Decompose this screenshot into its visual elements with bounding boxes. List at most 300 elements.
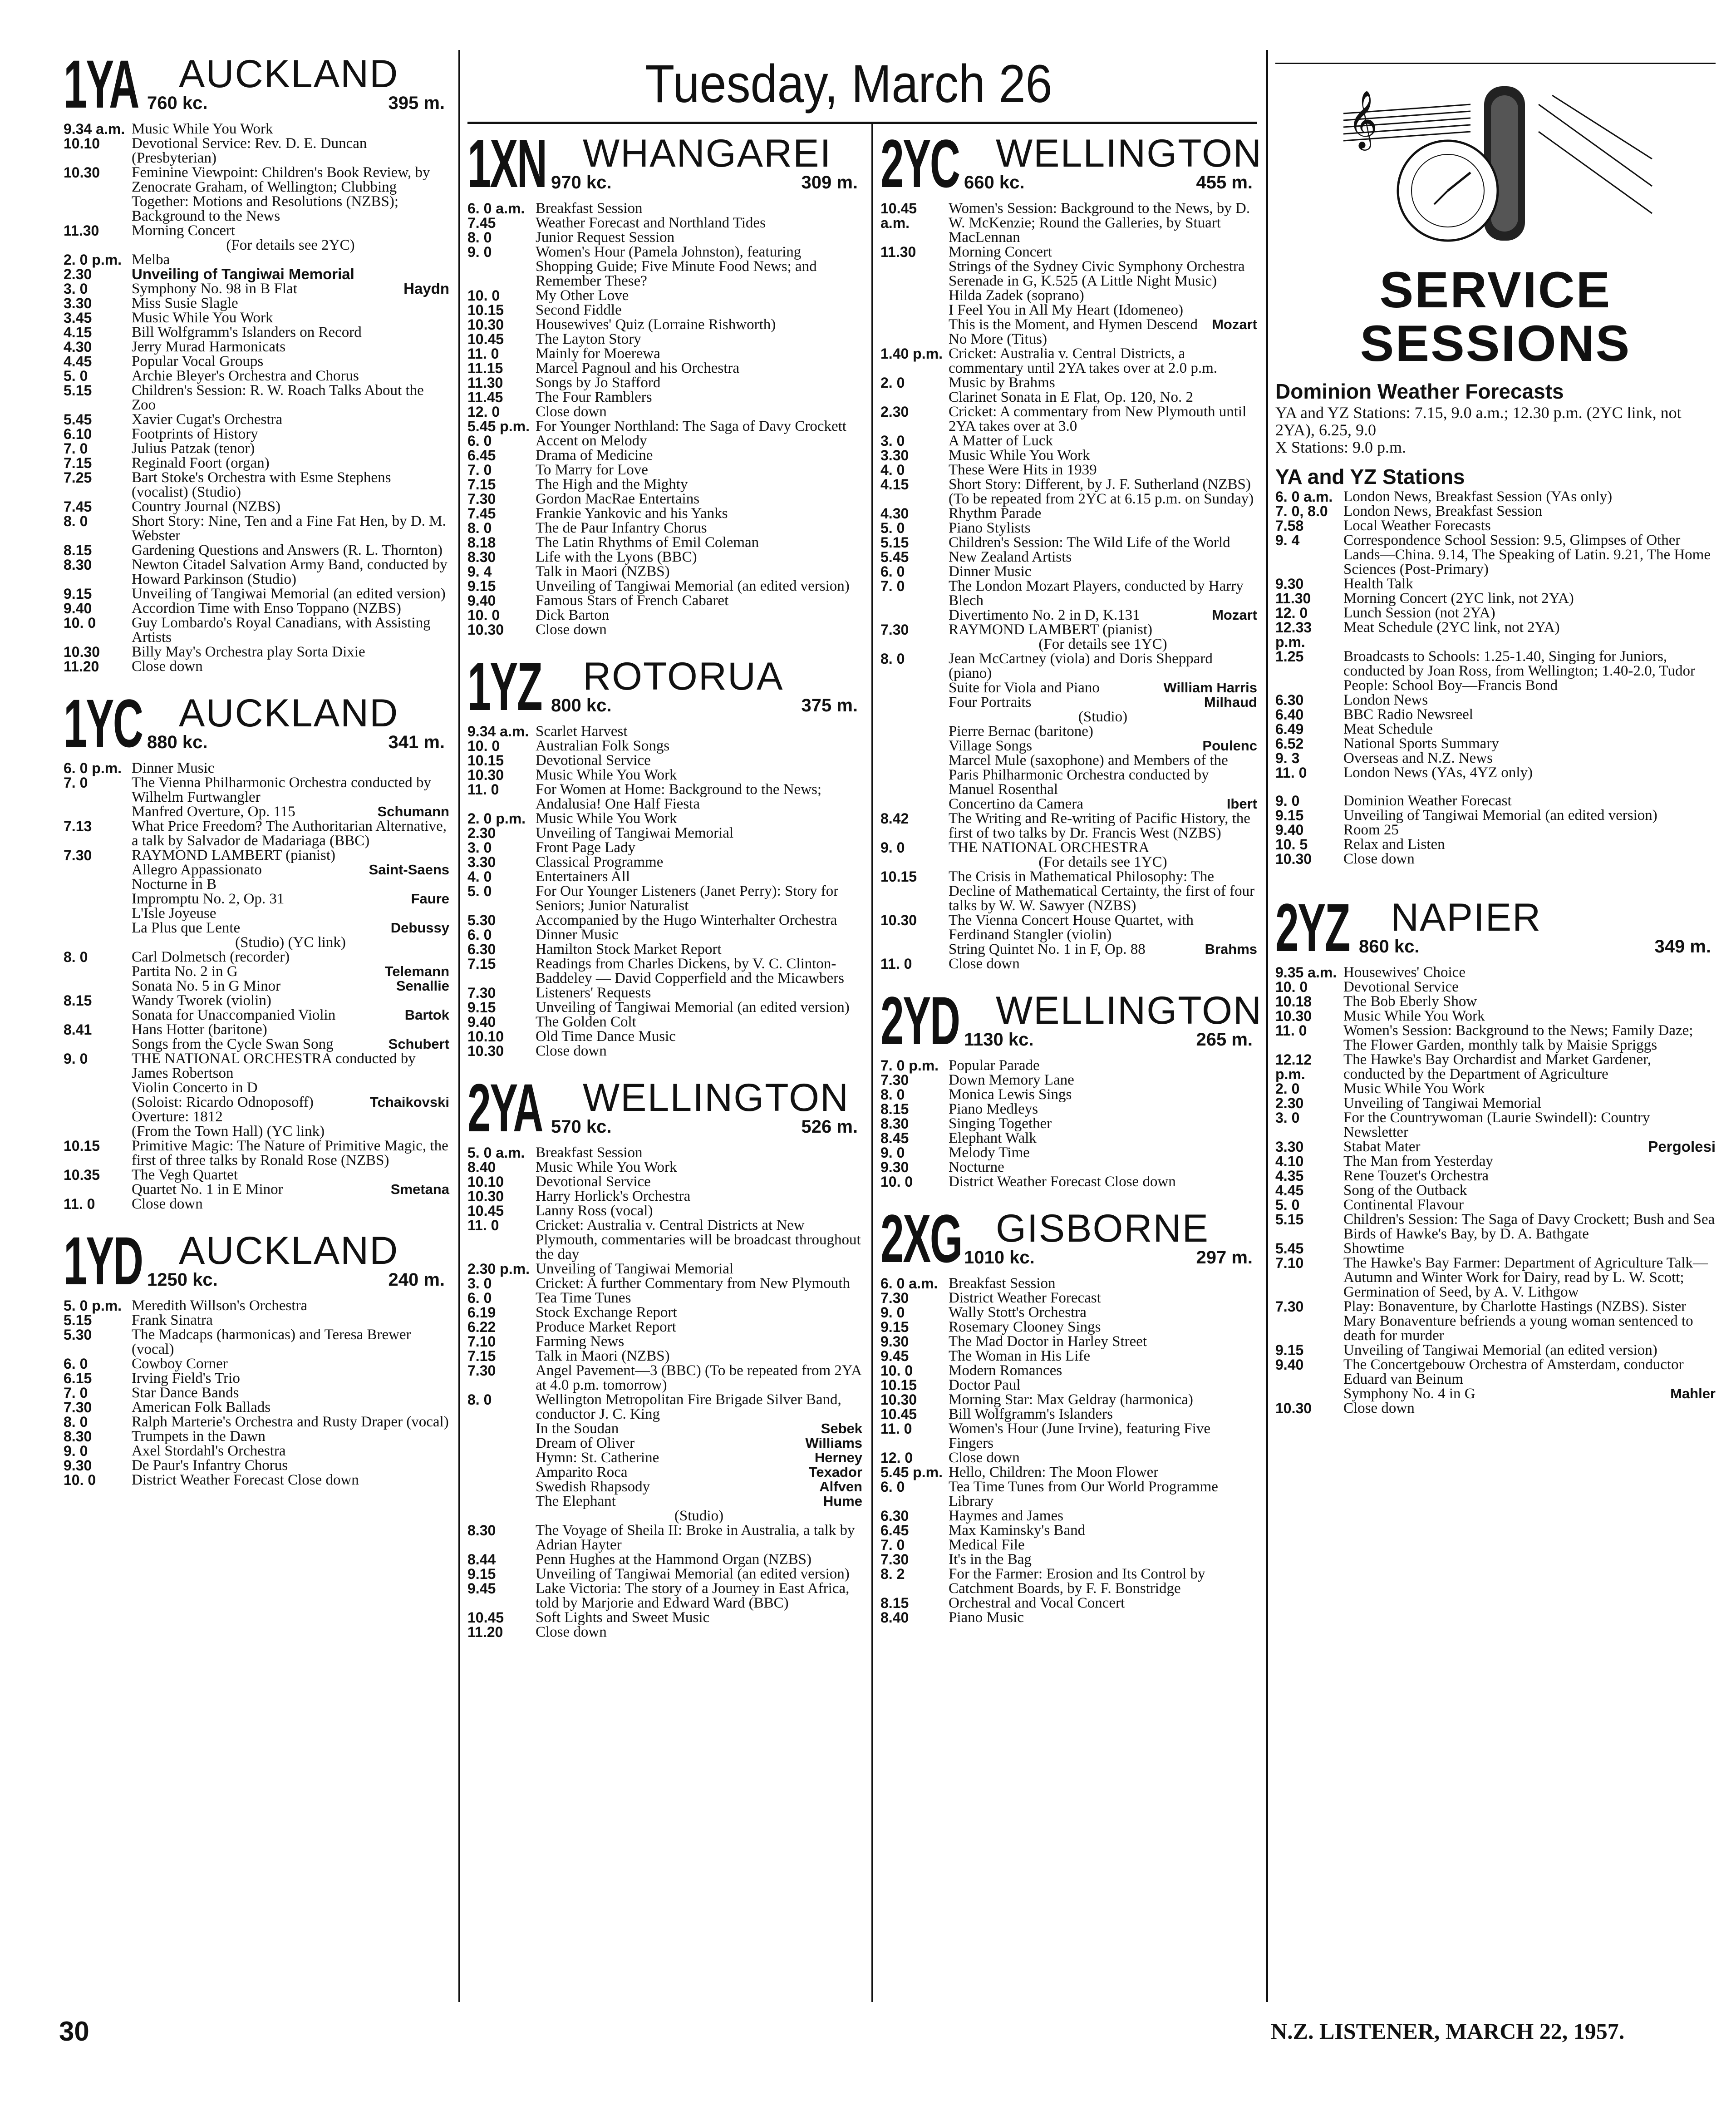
programme-time: 10.30: [467, 767, 504, 783]
programme-title: Irving Field's Trio: [132, 1370, 240, 1386]
column-4: [1275, 889, 1716, 1416]
programme-time: 10. 0: [880, 1362, 913, 1379]
programme-time: 4.45: [1275, 1182, 1304, 1199]
programme-title: Close down: [132, 658, 203, 675]
programme-title: District Weather Forecast Close down: [949, 1174, 1176, 1190]
programme-title: Accordion Time with Enso Toppano (NZBS): [132, 600, 401, 617]
programme-item: [64, 122, 449, 136]
programme-item: [467, 1552, 862, 1567]
programme-time: 11. 0: [467, 1217, 499, 1233]
programme-item: [467, 593, 862, 608]
work-title: Divertimento No. 2 in D, K.131: [949, 607, 1140, 623]
programme-item: [880, 651, 1257, 681]
programme-time: 8.45: [880, 1130, 909, 1146]
programme-title: Cricket: A commentary from New Plymouth until 2YA takes over at 3.0: [949, 404, 1247, 434]
programme-title: For the Farmer: Erosion and Its Control by Catchment Boards, by F. F. Bonstridge: [949, 1566, 1205, 1597]
programme-title: Readings from Charles Dickens, by V. C. Clinton-Baddeley — David Copperfield and the Micawbers: [536, 956, 844, 986]
programme-title: Lanny Ross (vocal): [536, 1203, 653, 1219]
programme-time: 6. 0 a.m.: [467, 200, 525, 217]
programme-title: The Woman in His Life: [949, 1348, 1091, 1364]
station-call-sign: 1YD: [64, 1223, 143, 1299]
programme-title: Farming News: [536, 1333, 625, 1350]
programme-time: 10.15: [467, 302, 504, 318]
station-block: [64, 685, 449, 1212]
programme-title: RAYMOND LAMBERT (pianist): [949, 621, 1153, 638]
station-call-sign: 1YA: [64, 46, 138, 122]
programme-item: [64, 1139, 449, 1168]
programme-item: [467, 1625, 862, 1639]
station-wavelength: 375 m.: [801, 695, 858, 715]
programme-list: [467, 201, 862, 637]
programme-item: [467, 303, 862, 317]
programme-time: 8. 0: [64, 513, 88, 529]
programme-time: 10. 0: [467, 738, 500, 754]
programme-time: 6.30: [467, 941, 496, 957]
work-title: Quartet No. 1 in E Minor: [132, 1181, 283, 1198]
programme-time: 4.10: [1275, 1153, 1304, 1169]
programme-item: [880, 1421, 1257, 1450]
programme-item: [64, 325, 449, 340]
programme-title: Carl Dolmetsch (recorder): [132, 949, 290, 965]
programme-time: 7.25: [64, 469, 92, 486]
programme-item: [467, 448, 862, 463]
programme-time: 9.40: [467, 592, 496, 609]
programme-detail: [880, 259, 1257, 274]
programme-item: [467, 608, 862, 622]
column-rule: [871, 123, 873, 2002]
programme-title: Country Journal (NZBS): [132, 498, 281, 515]
programme-time: 3.30: [880, 447, 909, 464]
programme-item: [467, 884, 862, 913]
programme-item: [64, 950, 449, 964]
programme-title: Close down: [132, 1196, 203, 1212]
programme-item: [880, 1363, 1257, 1378]
programme-item: [467, 1218, 862, 1262]
programme-title: Meat Schedule (2YC link, not 2YA): [1343, 619, 1560, 636]
programme-item: [1275, 736, 1716, 751]
programme-title: De Paur's Infantry Chorus: [132, 1457, 288, 1474]
programme-item: [467, 434, 862, 448]
programme-title: Room 25: [1343, 822, 1399, 838]
programme-item: [64, 645, 449, 659]
programme-list: [880, 1276, 1257, 1625]
programme-item: [467, 1000, 862, 1015]
programme-title: Close down: [949, 1450, 1020, 1466]
programme-time: 7.45: [467, 505, 496, 522]
programme-title: Women's Session: Background to the News; Family Daze; The Flower Garden, monthly talk by Maisie Spriggs: [1343, 1022, 1693, 1053]
programme-title: Haymes and James: [949, 1508, 1063, 1524]
programme-item: [467, 753, 862, 768]
programme-list: [467, 1145, 862, 1639]
programme-detail: [1275, 1386, 1716, 1401]
programme-time: 6.10: [64, 426, 92, 442]
programme-title: Wellington Metropolitan Fire Brigade Silver Band, conductor J. C. King: [536, 1391, 841, 1422]
station-block: [880, 982, 1263, 1190]
work-title: Amparito Roca: [536, 1464, 628, 1480]
work-title: Serenade in G, K.525 (A Little Night Music): [949, 273, 1217, 289]
programme-title: Second Fiddle: [536, 302, 622, 318]
programme-detail: [880, 724, 1257, 739]
programme-time: 9. 0: [64, 1443, 88, 1459]
programme-title: What Price Freedom? The Authoritarian Alternative, a talk by Salvador de Madariaga (BBC): [132, 818, 447, 849]
programme-item: [1275, 577, 1716, 591]
programme-title: Stabat Mater: [1343, 1139, 1421, 1155]
programme-time: 11.45: [467, 389, 503, 405]
programme-time: 8.40: [467, 1159, 496, 1175]
station-city: AUCKLAND: [179, 52, 399, 96]
programme-item: [64, 1313, 449, 1327]
programme-item: [880, 1349, 1257, 1363]
programme-item: [467, 739, 862, 753]
service-list: [1275, 489, 1716, 780]
programme-title: Close down: [536, 621, 607, 638]
programme-title: Devotional Service: [536, 1174, 651, 1190]
programme-time: 9. 4: [1275, 532, 1300, 548]
programme-item: [467, 855, 862, 869]
programme-time: 7. 0 p.m.: [880, 1057, 939, 1074]
programme-title: Morning Concert (2YC link, not 2YA): [1343, 590, 1574, 607]
programme-title: Feminine Viewpoint: Children's Book Review, by Zenocrate Graham, of Wellington; Clubbing Together: Motions and Resolutions (NZBS); Background to the News: [132, 164, 430, 224]
programme-item: [1275, 1256, 1716, 1299]
programme-time: 9.15: [467, 999, 496, 1016]
programme-item: [467, 404, 862, 419]
programme-title: Children's Session: The Wild Life of the World: [949, 534, 1230, 551]
programme-title: Children's Session: The Saga of Davy Crockett; Bush and Sea Birds of Hawke's Bay, by D. A. Bathgate: [1343, 1211, 1715, 1242]
programme-time: 10.15: [880, 1377, 917, 1393]
programme-title: Music by Brahms: [949, 375, 1055, 391]
programme-time: 7. 0: [64, 1385, 88, 1401]
programme-item: [64, 165, 449, 223]
programme-detail: [64, 964, 449, 979]
programme-time: 6.15: [64, 1370, 92, 1386]
programme-item: [467, 535, 862, 550]
programme-item: [880, 463, 1257, 477]
programme-title: Relax and Listen: [1343, 836, 1445, 853]
station-wavelength: 309 m.: [801, 173, 858, 192]
programme-item: [880, 1073, 1257, 1087]
programme-item: [1275, 620, 1716, 649]
programme-title: My Other Love: [536, 287, 629, 304]
programme-item: [64, 601, 449, 616]
programme-time: 10. 5: [1275, 836, 1308, 853]
programme-time: 10. 0: [880, 1174, 913, 1190]
programme-time: 10.30: [1275, 1008, 1312, 1024]
programme-time: 10.15: [64, 1138, 100, 1154]
station-block: [467, 1070, 862, 1640]
programme-title: Listeners' Requests: [536, 985, 651, 1001]
programme-item: [64, 456, 449, 470]
programme-item: [64, 354, 449, 369]
programme-item: [1275, 1198, 1716, 1212]
programme-detail: [880, 753, 1257, 797]
station-header: [467, 125, 862, 202]
programme-title: Bill Wolfgramm's Islanders: [949, 1406, 1113, 1422]
programme-item: [880, 1116, 1257, 1131]
programme-time: 11. 0: [880, 1420, 912, 1437]
programme-time: 7.45: [64, 498, 92, 515]
programme-title: Star Dance Bands: [132, 1385, 239, 1401]
programme-title: The Vienna Philharmonic Orchestra conducted by Wilhelm Furtwangler: [132, 774, 431, 805]
programme-item: [880, 1131, 1257, 1145]
programme-time: 9. 4: [467, 563, 492, 580]
programme-time: 7.58: [1275, 518, 1304, 534]
programme-item: [880, 1334, 1257, 1349]
programme-time: 10.30: [880, 912, 917, 928]
programme-time: 8.15: [880, 1101, 909, 1117]
programme-title: Short Story: Nine, Ten and a Fine Fat Hen, by D. M. Webster: [132, 513, 446, 544]
programme-time: 8.30: [467, 549, 496, 565]
programme-time: 9.15: [880, 1319, 909, 1335]
programme-title: Unveiling of Tangiwai Memorial (an edited version): [1343, 1342, 1657, 1358]
work-title: Village Songs: [949, 738, 1033, 754]
programme-item: [467, 1015, 862, 1029]
programme-item: [880, 1538, 1257, 1552]
programme-time: 3. 0: [467, 839, 492, 856]
programme-item: [64, 499, 449, 514]
programme-item: [880, 840, 1257, 855]
programme-time: 2. 0 p.m.: [467, 810, 526, 827]
programme-item: [467, 245, 862, 288]
programme-item: [467, 1581, 862, 1610]
programme-time: 8.30: [64, 1428, 92, 1445]
service-title: SERVICE: [1379, 261, 1612, 318]
microphone-illustration: [1334, 77, 1661, 259]
programme-item: [64, 267, 449, 281]
programme-time: 12. 0: [880, 1450, 913, 1466]
programme-title: The Concertgebouw Orchestra of Amsterdam, conductor Eduard van Beinum: [1343, 1356, 1684, 1387]
programme-time: 5.30: [64, 1327, 92, 1343]
programme-time: 6.49: [1275, 721, 1304, 737]
programme-time: 10.30: [1275, 1400, 1312, 1416]
station-frequency: 1130 kc.: [964, 1030, 1034, 1050]
programme-detail: [880, 739, 1257, 753]
programme-title: Frankie Yankovic and his Yanks: [536, 505, 728, 522]
programme-time: 6. 0: [880, 563, 905, 580]
programme-item: [880, 1567, 1257, 1596]
programme-item: [467, 1610, 862, 1625]
programme-time: 12.12 p.m.: [1275, 1051, 1312, 1082]
work-title: Suite for Viola and Piano: [949, 680, 1100, 696]
programme-item: [467, 477, 862, 492]
programme-title: Lunch Session (not 2YA): [1343, 605, 1495, 621]
programme-title: The Bob Eberly Show: [1343, 993, 1477, 1010]
programme-title: Primitive Magic: The Nature of Primitive Magic, the first of three talks by Ronald Rose (NZBS): [132, 1138, 448, 1169]
station-wavelength: 341 m.: [388, 732, 445, 752]
composer: Saint-Saens: [369, 862, 449, 878]
composer: Haydn: [403, 280, 449, 297]
programme-title: Wally Stott's Orchestra: [949, 1304, 1087, 1321]
programme-item: [64, 587, 449, 601]
programme-item: [1275, 591, 1716, 606]
programme-title: Music While You Work: [536, 810, 677, 827]
composer: Hume: [823, 1493, 862, 1509]
programme-item: [64, 136, 449, 165]
programme-title: Cricket: Australia v. Central Districts, a commentary until 2YA takes over at 2.0 p.m.: [949, 345, 1218, 376]
station-city: NAPIER: [1391, 896, 1542, 939]
service-sessions: [1275, 68, 1716, 1431]
programme-title: Miss Susie Slagle: [132, 295, 238, 311]
programme-time: 9. 0: [880, 1144, 905, 1161]
programme-item: [1275, 1299, 1716, 1343]
programme-time: 10.45 a.m.: [880, 200, 917, 231]
programme-title: Gordon MacRae Entertains: [536, 491, 700, 507]
programme-item: [467, 724, 862, 739]
programme-item: [1275, 1154, 1716, 1169]
programme-item: [880, 245, 1257, 259]
programme-title: Women's Session: Background to the News, by D. W. McKenzie; Round the Galleries, by Stuart MacLennan: [949, 200, 1250, 246]
programme-item: [467, 550, 862, 564]
programme-title: Unveiling of Tangiwai Memorial (an edited version): [1343, 807, 1657, 824]
programme-detail: [880, 695, 1257, 710]
programme-title: London News (YAs, 4YZ only): [1343, 764, 1533, 781]
programme-title: Melba: [132, 252, 170, 268]
forecast-times: YA and YZ Stations: 7.15, 9.0 a.m.; 12.30 p.m. (2YC link, not 2YA), 6.25, 9.0: [1275, 404, 1682, 439]
programme-item: [880, 1465, 1257, 1480]
programme-title: Doctor Paul: [949, 1377, 1021, 1393]
composer: Bartok: [404, 1007, 449, 1023]
work-title: Marcel Mule (saxophone) and Members of the Paris Philharmonic Orchestra conducted by Manuel Rosenthal: [949, 752, 1228, 798]
programme-time: 7. 0, 8.0: [1275, 503, 1328, 519]
programme-title: Penn Hughes at the Hammond Organ (NZBS): [536, 1551, 811, 1568]
programme-title: Close down: [1343, 1400, 1415, 1416]
programme-title: Women's Hour (Pamela Johnston), featuring Shopping Guide; Five Minute Food News; and Remember These?: [536, 244, 817, 289]
forecast-times: X Stations: 9.0 p.m.: [1275, 438, 1407, 456]
programme-time: 6. 0: [880, 1479, 905, 1495]
station-frequency: 1250 kc.: [147, 1270, 218, 1290]
programme-title: Popular Vocal Groups: [132, 353, 264, 370]
programme-time: 9.34 a.m.: [467, 723, 529, 740]
programme-time: 9.30: [880, 1333, 909, 1350]
programme-time: 4.30: [64, 339, 92, 355]
programme-item: [467, 869, 862, 884]
programme-item: [1275, 852, 1716, 866]
programme-detail: [880, 681, 1257, 695]
programme-time: 9.15: [1275, 1342, 1304, 1358]
programme-item: [467, 1363, 862, 1392]
programme-title: Unveiling of Tangiwai Memorial: [132, 266, 354, 282]
programme-item: [64, 340, 449, 354]
composer: Poulenc: [1202, 738, 1257, 754]
programme-time: 8.40: [880, 1609, 909, 1626]
programme-time: 10.18: [1275, 993, 1312, 1010]
programme-title: Nocturne: [949, 1159, 1004, 1175]
programme-title: THE NATIONAL ORCHESTRA: [949, 839, 1150, 856]
programme-title: Xavier Cugat's Orchestra: [132, 411, 283, 428]
work-title: Hilda Zadek (soprano): [949, 287, 1084, 304]
programme-title: Popular Parade: [949, 1057, 1040, 1074]
programme-item: [467, 317, 862, 332]
issue-date: Tuesday, March 26: [645, 54, 1052, 114]
programme-time: 9. 0: [64, 1051, 88, 1067]
programme-item: [467, 986, 862, 1000]
work-title: Symphony No. 4 in G: [1343, 1386, 1475, 1402]
programme-title: Morning Star: Max Geldray (harmonica): [949, 1391, 1193, 1408]
programme-detail: [64, 921, 449, 935]
programme-title: Unveiling of Tangiwai Memorial: [536, 1261, 734, 1277]
programme-item: [467, 811, 862, 826]
work-title: Concertino da Camera: [949, 796, 1083, 812]
work-title: Nocturne in B: [132, 876, 216, 893]
programme-item: [467, 1174, 862, 1189]
programme-time: 7. 0: [64, 774, 88, 791]
programme-title: Meat Schedule: [1343, 721, 1433, 737]
programme-time: 7. 0: [467, 462, 492, 478]
programme-detail: [64, 1080, 449, 1095]
programme-time: 10.10: [467, 1028, 504, 1045]
programme-item: [467, 1523, 862, 1552]
composer: Mozart: [1212, 607, 1257, 623]
programme-title: Melody Time: [949, 1144, 1030, 1161]
programme-item: [1275, 1110, 1716, 1139]
programme-time: 4. 0: [467, 868, 492, 885]
programme-time: 12. 0: [467, 404, 500, 420]
programme-item: [1275, 489, 1716, 504]
programme-item: [1275, 504, 1716, 518]
work-title: L'Isle Joyeuse: [132, 905, 216, 922]
service-list: [1275, 794, 1716, 866]
programme-time: 7.30: [880, 621, 909, 638]
programme-title: London News, Breakfast Session: [1343, 503, 1543, 519]
programme-detail: [64, 804, 449, 819]
programme-title: Cricket: Australia v. Central Districts at New Plymouth, commentaries will be broadcast throughout the day: [536, 1217, 861, 1263]
programme-item: [467, 1145, 862, 1160]
programme-item: [880, 1305, 1257, 1320]
programme-time: 8. 0: [64, 1414, 88, 1430]
station-wavelength: 265 m.: [1196, 1030, 1253, 1050]
programme-title: Front Page Lady: [536, 839, 635, 856]
programme-time: 8.15: [64, 992, 92, 1009]
programme-detail: [64, 1110, 449, 1124]
programme-item: [880, 346, 1257, 375]
programme-title: Newton Citadel Salvation Army Band, conducted by Howard Parkinson (Studio): [132, 557, 448, 587]
station-city: AUCKLAND: [179, 691, 399, 735]
programme-time: 5.30: [467, 912, 496, 928]
station-frequency: 570 kc.: [551, 1117, 612, 1137]
station-frequency: 880 kc.: [147, 732, 208, 752]
programme-item: [880, 506, 1257, 521]
programme-time: 9.15: [467, 1566, 496, 1582]
programme-item: [880, 1378, 1257, 1392]
programme-time: 11.30: [64, 222, 99, 239]
programme-title: Unveiling of Tangiwai Memorial (an edited version): [536, 999, 850, 1016]
programme-title: Unveiling of Tangiwai Memorial: [536, 825, 734, 841]
station-block: [467, 648, 862, 1059]
programme-time: 10.15: [467, 752, 504, 769]
programme-time: 1.25: [1275, 648, 1304, 665]
programme-time: 11.15: [467, 360, 503, 376]
programme-title: Billy May's Orchestra play Sorta Dixie: [132, 644, 365, 660]
programme-title: Entertainers All: [536, 868, 630, 885]
programme-item: [880, 535, 1257, 550]
programme-time: 11. 0: [64, 1196, 95, 1212]
programme-time: 10.30: [64, 644, 100, 660]
programme-title: Music While You Work: [536, 767, 677, 783]
programme-time: 4.30: [880, 505, 909, 522]
programme-time: 11.20: [64, 658, 99, 675]
programme-title: Max Kaminsky's Band: [949, 1522, 1086, 1539]
work-title: Hymn: St. Catherine: [536, 1450, 659, 1466]
programme-item: [64, 993, 449, 1008]
programme-title: Medical File: [949, 1537, 1025, 1553]
programme-item: [880, 448, 1257, 463]
programme-item: [64, 819, 449, 848]
programme-title: Monica Lewis Sings: [949, 1086, 1072, 1103]
programme-item: [467, 942, 862, 957]
programme-time: 9.15: [1275, 807, 1304, 824]
station-header: [880, 125, 1263, 202]
programme-title: New Zealand Artists: [949, 549, 1072, 565]
programme-title: Devotional Service: Rev. D. E. Duncan (Presbyterian): [132, 135, 367, 166]
